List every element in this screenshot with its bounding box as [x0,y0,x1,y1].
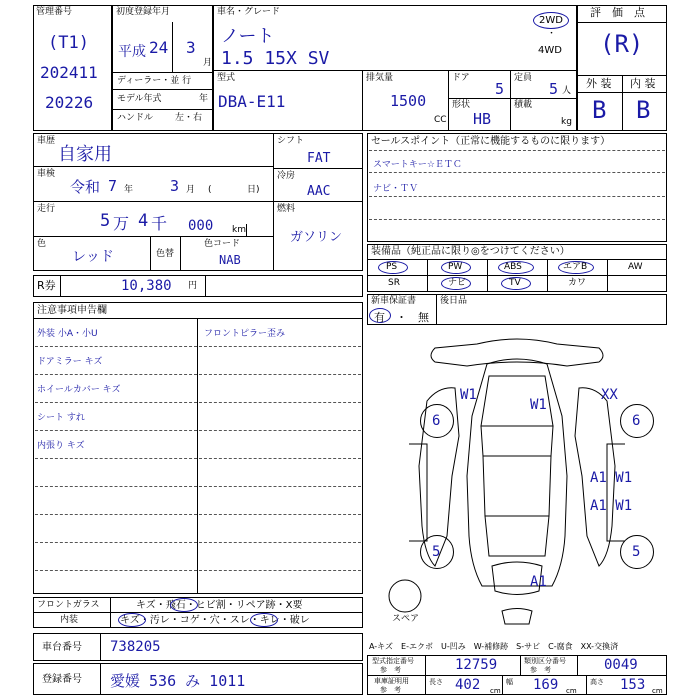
mark-a1w1-lower: A1 W1 [590,498,633,514]
plate-label: 登録番号 [42,674,82,685]
width: 169 [533,677,559,693]
note-rule-line [35,402,361,403]
note-rule-line [35,430,361,431]
chassis-number: 738205 [110,639,161,655]
fuel-label: 燃料 [277,204,296,214]
lot-number-1: 202411 [40,63,98,82]
exterior-grade: B [592,96,607,124]
interior-items: キズ・汚レ・コゲ・穴・スレ・キレ・破レ [120,615,310,626]
note-rule-line [35,346,361,347]
mark-a1-front: A1 [530,574,547,590]
color-change-label: 色替 [156,249,175,259]
registration-label: 初度登録年月 [116,7,171,17]
fuel-value: ガソリン [290,230,343,245]
damage-legend: A-キズ E-エクボ U-凹み W-補修跡 S-サビ C-腐食 XX-交換済 [369,642,619,651]
note-rule-line [35,486,361,487]
mileage-label: 走行 [37,204,56,214]
note-left-2: ドアミラー キズ [37,357,103,367]
registration-era: 平成 [118,44,146,60]
equip-ps: PS [386,262,398,272]
inspection-era: 令和 [70,178,101,196]
inspection-year: 7 [108,177,118,195]
color-code: NAB [219,253,241,267]
shape-value: HB [473,110,492,128]
selling-point-2: ナビ・ＴＶ [373,184,419,194]
equip-navi: ナビ [448,278,467,288]
venue-code: (T1) [48,33,89,53]
recycle-box [33,275,363,297]
drive-2wd: 2WD [539,15,563,26]
note-left-5: 内張り キズ [37,441,85,451]
exterior-label: 外 装 [586,77,612,90]
drive-4wd: 4WD [538,45,562,56]
door-label: ドア [452,73,470,83]
capacity-label: 定員 [514,73,533,83]
shift-value: FAT [307,151,331,166]
type-no: 12759 [455,657,498,673]
car-name-label: 車名・グレード [217,7,281,17]
cert-label: 車庫証明用 [374,677,409,685]
category-no: 0049 [604,657,638,673]
interior-row-label: 内装 [60,615,79,625]
front-glass-items: キズ・飛石・ヒビ割・リペア跡・X要 [136,600,303,611]
mark-w1-roof: W1 [530,397,547,413]
equip-tv: TV [509,278,521,288]
mileage-v2: 4 [138,211,149,231]
front-glass-label: フロントガラス [37,600,100,610]
mark-w1-left: W1 [460,387,477,403]
note-right-1: フロントピラー歪み [204,329,286,339]
notes-label: 注意事項申告欄 [37,305,107,316]
shape-label: 形状 [452,100,471,110]
mark-6-right: 6 [632,413,641,429]
note-rule-line [35,542,361,543]
model-year-label: モデル年式 [117,94,162,104]
car-name: ノート [221,26,275,47]
capacity-value: 5 [549,80,559,98]
mileage-v1: 5 [100,211,111,231]
note-left-3: ホイールカバー キズ [37,385,121,395]
equip-leather: カワ [568,278,587,288]
length: 402 [455,677,481,693]
door-count: 5 [495,80,505,98]
displacement-value: 1500 [390,92,427,110]
equip-sr: SR [388,278,400,288]
inspection-month: 3 [170,177,180,195]
after-items-label: 後日品 [440,296,468,306]
note-rule-line [35,374,361,375]
interior-label: 内 装 [630,77,656,90]
mark-5-left: 5 [432,544,441,560]
aircon-label: 冷房 [277,171,296,181]
car-grade: 1.5 15X SV [221,48,330,69]
recycle-label: R券 [37,279,56,292]
note-rule-line [35,570,361,571]
mileage-v3: 000 [188,218,214,234]
equip-abs: ABS [504,262,522,272]
selling-points-label: セールスポイント（正常に機能するものに限ります） [371,136,611,147]
mark-xx: XX [601,387,618,403]
height: 153 [620,677,646,693]
color-code-label: 色コード [204,239,241,249]
registration-year: 24 [149,38,169,57]
dealer-label: ディーラー・並 行 [117,76,192,86]
note-rule-line [35,458,361,459]
chassis-label: 車台番号 [42,642,82,653]
warranty-no: 無 [418,311,429,324]
note-rule-line [35,514,361,515]
plate-number: 愛媛 536 み 1011 [110,672,246,690]
usage-label: 車歴 [37,136,56,146]
selling-point-1: スマートキー☆ＥＴＣ [373,160,462,170]
equipment-label: 装備品（純正品に限り◎をつけてください） [371,246,570,257]
aircon-value: AAC [307,184,331,199]
handle-label: ハンドル [117,113,154,123]
color-label: 色 [37,239,47,249]
type-label: 型式 [217,73,236,83]
equip-aw: AW [628,262,643,272]
registration-month: 3 [186,38,196,57]
load-label: 積載 [514,100,533,110]
shift-label: シフト [277,136,305,146]
category-label: 類別区分番号 [524,657,566,665]
chassis-box [33,633,363,661]
mark-6-left: 6 [432,413,441,429]
type-no-label: 型式指定番号 [372,657,414,665]
note-left-1: 外装 小A・小U [37,329,98,339]
lot-number-2: 20226 [45,93,94,112]
overall-grade: (R) [600,30,644,58]
mark-a1w1-upper: A1 W1 [590,470,633,486]
grade-label: 評 価 点 [590,6,645,19]
recycle-value: 10,380 [121,278,172,294]
warranty-yes: 有 [374,311,385,324]
spare-label: スペア [392,614,420,624]
usage-value: 自家用 [58,144,112,165]
mark-5-right: 5 [632,544,641,560]
displacement-label: 排気量 [366,73,394,83]
note-left-4: シート すれ [37,413,85,423]
handle-options: 左・右 [175,113,203,123]
color-value: レッド [72,249,114,265]
management-label: 管理番号 [36,7,73,17]
equip-airbag: エアB [563,262,588,272]
inspection-label: 車検 [37,169,56,179]
warranty-label: 新車保証書 [371,296,417,306]
equip-pw: PW [448,262,463,272]
interior-grade: B [636,96,651,124]
car-type: DBA-E11 [218,92,286,111]
